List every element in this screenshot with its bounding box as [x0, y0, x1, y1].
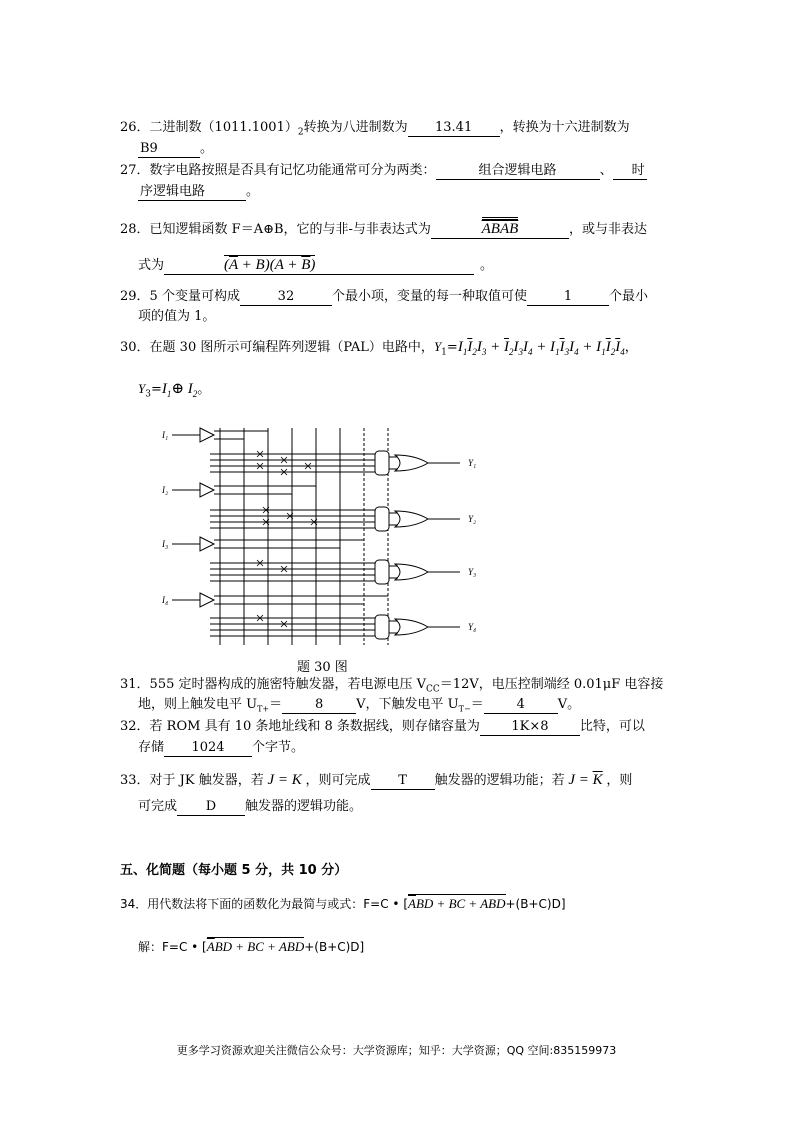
- output-label-y1: Y₁: [468, 458, 477, 468]
- q30-y3-expression: $I_1\oplus$ $I_2$: [161, 381, 198, 399]
- q33-line1: 33．对于 JK 触发器，若 J = K ，则可完成 T 触发器的逻辑功能；若 $J = \overline{K}$ ，则: [120, 772, 633, 788]
- output-label-y2: Y₂: [468, 514, 477, 524]
- q27-answer2a: 时: [613, 163, 647, 180]
- output-label-y4: Y₄: [468, 622, 477, 632]
- q31-line1: 31．555 定时器构成的施密特触发器，若电源电压 $V_{CC}=12V$，电压控制端经 0.01μF 电容接: [120, 677, 664, 695]
- q33-line2: 可完成 D 触发器的逻辑功能。: [138, 799, 363, 814]
- input-label-i3: I₃: [162, 539, 169, 549]
- q32-line1: 32．若 ROM 具有 10 条地址线和 8 条数据线，则存储容量为 1K×8 比特，可以: [120, 719, 645, 734]
- q29-answer1: 32: [240, 289, 332, 306]
- q29-line2: 项的值为 1。: [138, 309, 216, 324]
- q33-answer2: D: [177, 799, 245, 816]
- input-label-i4: I₄: [162, 595, 169, 605]
- figure-caption: 题 30 图: [297, 660, 348, 675]
- input-label-i2: I₂: [162, 485, 169, 495]
- q29-answer2: 1: [527, 289, 609, 306]
- q27-answer2b: 序逻辑电路: [138, 184, 246, 201]
- q28-answer2: [164, 255, 474, 275]
- q32-line2: 存储 1024 个字节。: [138, 740, 305, 755]
- q31-line2: 地，则上触发电平 $U_{T+}= 8$ V，下触发电平 $U_{T-}= 4$ V。: [138, 697, 581, 714]
- q34-solution-expression: $\overline{A}BD$ + BC + ABD: [206, 939, 305, 954]
- q34-solution: 解：F=C • [$\overline{A}BD$ + BC + ABD+(B+C)D]: [138, 939, 365, 954]
- fuse-marks: [257, 451, 317, 627]
- q26-answer2: B9: [138, 141, 200, 158]
- q27-line1: 27．数字电路按照是否具有记忆功能通常可分为两类： 组合逻辑电路 、 时: [120, 163, 645, 178]
- section5-title: 五、化简题（每小题 5 分，共 10 分）: [120, 863, 348, 878]
- q33-condition2: $J = \overline{K}$: [564, 772, 603, 788]
- q33-condition1: J = K: [263, 772, 306, 788]
- input-label-i1: I₁: [162, 430, 169, 440]
- and-gate-blocks: [375, 451, 389, 639]
- q26-line2: B9 。: [140, 141, 214, 156]
- output-label-y3: Y₃: [468, 567, 477, 577]
- q26-answer1: 13.41: [408, 120, 500, 137]
- q31-answer2: 4: [484, 697, 558, 714]
- input-buffers: [172, 428, 388, 607]
- q30-y1-expression: $I_1\overline{I}_2I_3 + \overline{I}_2I_3I_4 + I_1\overline{I}_3I_4 + I_1\overline{I}_2\overline{I}_4$: [457, 339, 625, 357]
- q27-answer1: 组合逻辑电路: [436, 163, 600, 180]
- pal-circuit-figure: [160, 420, 490, 650]
- q34-line1: 34．用代数法将下面的函数化为最简与或式：F=C • [$\overline{A}BD$ + BC + ABD+(B+C)D]: [120, 896, 566, 911]
- q30-line2: $Y_3=I_1\oplus$ $I_2$。: [138, 381, 211, 400]
- q29-line1: 29．5 个变量可构成 32 个最小项，变量的每一种取值可使 1 个最小: [120, 289, 648, 304]
- q34-expression: $\overline{A}BD$ + BC + ABD: [408, 896, 506, 911]
- q28-line2: 式为 $(\overline{A} + B)(A + \overline{B})$ 。: [138, 257, 494, 273]
- q28-nand-expression: $\overline{A}\overline{B}\overline{A}\overline{B}$: [482, 217, 519, 237]
- q26-line1: 26．二进制数$(1011.1001)_2$转换为八进制数为 13.41 ，转换为十六进制数为: [120, 120, 630, 138]
- q27-line2: 序逻辑电路 。: [140, 184, 260, 199]
- q33-answer1: T: [371, 773, 435, 790]
- or-gates: [389, 455, 460, 635]
- q32-answer1: 1K×8: [480, 719, 580, 736]
- q28-ornand-expression: $(\overline{A} + B)(A + \overline{B})$: [224, 257, 316, 273]
- q28-line1: 28．已知逻辑函数 F＝A⊕B，它的与非-与非表达式为 $\overline{A}\overline{B}\overline{A}\overline{B}$ ，或与非表达: [120, 217, 647, 239]
- q32-answer2: 1024: [164, 740, 252, 757]
- q31-answer1: 8: [282, 697, 356, 714]
- q30-line1: 30．在题 30 图所示可编程阵列逻辑（PAL）电路中，$Y_1=I_1\overline{I}_2I_3 + \overline{I}_2I_3I_4 + I_1\overline{I}_3I_4 + I_1\overline{I}_2\overline{I}_4$，: [120, 339, 638, 358]
- q28-answer1: [431, 217, 569, 239]
- page-footer: 更多学习资源欢迎关注微信公众号：大学资源库；知乎：大学资源；QQ 空间:835159973: [176, 1044, 617, 1057]
